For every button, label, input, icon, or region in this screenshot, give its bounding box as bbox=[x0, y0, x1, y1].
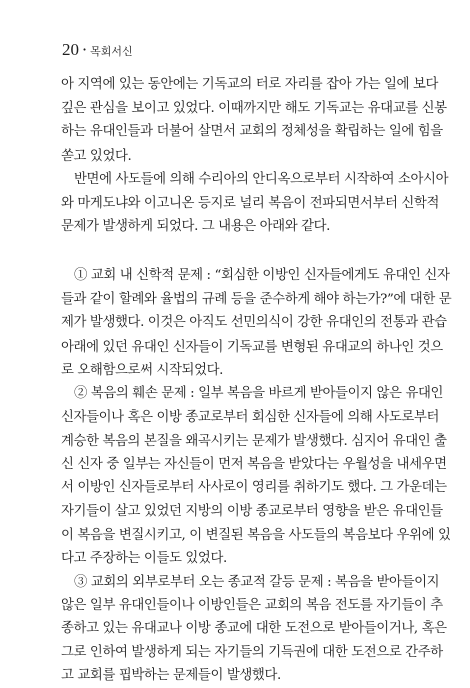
page-header bbox=[62, 40, 133, 62]
text-line: 이 복음을 변질시키고, 이 변질된 복음을 사도들의 복음보다 우위에 있 bbox=[61, 527, 451, 543]
text-line: 쏟고 있었다. bbox=[61, 148, 132, 164]
text-line: 아 지역에 있는 동안에는 기독교의 터로 자리를 잡아 가는 일에 보다 bbox=[61, 77, 439, 92]
text-line: 계승한 복음의 본질을 왜곡시키는 문제가 발생했다. 심지어 유대인 출 bbox=[61, 433, 447, 449]
text-line: ③ 교회의 외부로부터 오는 종교적 갈등 문제 : 복음을 받아들이지 bbox=[74, 574, 440, 590]
running-title: 목회서신 bbox=[90, 45, 133, 58]
text-line: 문제가 발생하게 되었다. 그 내용은 아래와 같다. bbox=[61, 219, 331, 235]
text-line: 와 마게도냐와 이고니온 등지로 널리 복음이 전파되면서부터 신학적 bbox=[61, 196, 439, 212]
text-line: 않은 일부 유대인들이나 이방인들은 교회의 복음 전도를 자기들이 추 bbox=[61, 598, 443, 614]
text-line: ② 복음의 훼손 문제 : 일부 복음을 바르게 받아들이지 않은 유대인 bbox=[74, 386, 444, 402]
text-line: ① 교회 내 신학적 문제 : “회심한 이방인 신자들에게도 유대인 신자 bbox=[74, 267, 450, 283]
text-line: 종하고 있는 유대교나 이방 종교에 대한 도전으로 받아들이거나, 혹은 bbox=[61, 621, 447, 637]
text-line: 신 신자 중 일부는 자신들이 먼저 복음을 받았다는 우월성을 내세우면 bbox=[61, 456, 447, 472]
text-line: 그로 인하여 발생하게 되는 자기들의 기득권에 대한 도전으로 간주하 bbox=[61, 644, 443, 660]
text-line: 다고 주장하는 이들도 있었다. bbox=[61, 550, 227, 566]
text-line: 자기들이 살고 있었던 지방의 이방 종교로부터 영향을 받은 유대인들 bbox=[61, 504, 443, 520]
text-line: 반면에 사도들에 의해 수리아의 안디옥으로부터 시작하여 소아시아 bbox=[74, 171, 449, 187]
text-line: 로 오해함으로써 시작되었다. bbox=[61, 362, 223, 378]
text-line: 깊은 관심을 보이고 있었다. 이때까지만 해도 기독교는 유대교를 신봉 bbox=[61, 101, 447, 117]
text-line: 아래에 있던 유대인 신자들이 기독교를 변형된 유대교의 하나인 것으 bbox=[61, 339, 443, 355]
page-number: 20 bbox=[62, 40, 79, 59]
text-line: 들과 같이 할례와 율법의 규례 등을 준수하게 해야 하는가?”에 대한 문 bbox=[61, 292, 452, 308]
text-line: 고 교회를 핍박하는 문제들이 발생했다. bbox=[61, 668, 281, 683]
text-line: 제가 발생했다. 이것은 아직도 선민의식이 강한 유대인의 전통과 관습 bbox=[61, 315, 447, 331]
text-line: 서 이방인 신자들로부터 사사로이 영리를 취하기도 했다. 그 가운데는 bbox=[61, 480, 447, 496]
text-line: 신자들이나 혹은 이방 종교로부터 회심한 신자들에 의해 사도로부터 bbox=[61, 410, 439, 426]
header-separator: · bbox=[82, 40, 88, 59]
text-line: 하는 유대인들과 더불어 살면서 교회의 정체성을 확립하는 일에 힘을 bbox=[61, 124, 443, 140]
